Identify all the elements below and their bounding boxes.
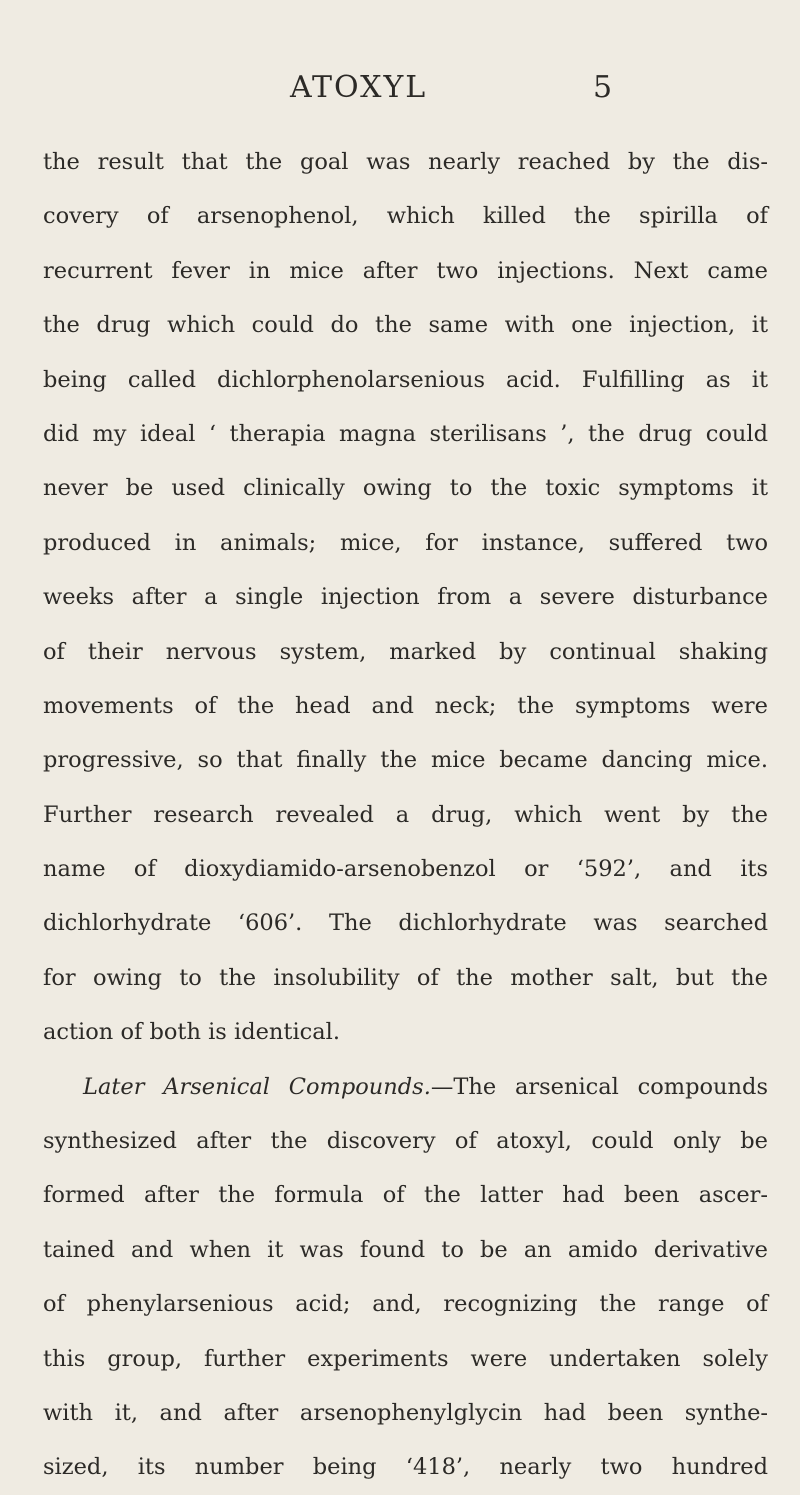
text-line: dichlorhydrate ‘606’. The dichlorhydrate was searched xyxy=(43,910,768,937)
text-line: weeks after a single injection from a severe disturbance xyxy=(43,584,768,611)
text-line: did my ideal ‘ therapia magna sterilisans ’, the drug could xyxy=(43,420,768,447)
text-line: of their nervous system, marked by continual shaking xyxy=(43,638,768,665)
text-line: name of dioxydiamido-arsenobenzol or ‘592’, and its xyxy=(43,856,768,883)
page-number: 5 xyxy=(593,70,613,105)
text-line: recurrent fever in mice after two injections. Next came xyxy=(43,257,768,284)
text-line: the result that the goal was nearly reached by the dis- xyxy=(43,149,768,175)
text-line: for owing to the insolubility of the mother salt, but the xyxy=(43,964,768,991)
text-line: Further research revealed a drug, which went by the xyxy=(43,801,768,828)
text-line: with it, and after arsenophenylglycin had been synthe- xyxy=(43,1399,768,1426)
text-line: being called dichlorphenolarsenious acid. Fulfilling as it xyxy=(43,366,768,393)
text-line: formed after the formula of the latter had been ascer- xyxy=(43,1182,768,1209)
text-line: tained and when it was found to be an amido derivative xyxy=(43,1236,768,1263)
running-head xyxy=(0,70,800,110)
text-line: covery of arsenophenol, which killed the spirilla of xyxy=(43,203,768,230)
text-line: never be used clinically owing to the toxic symptoms it xyxy=(43,475,768,502)
section-first-line xyxy=(43,1060,768,1114)
running-title: ATOXYL xyxy=(290,70,428,105)
text-line: synthesized after the discovery of atoxyl, could only be xyxy=(43,1128,768,1155)
text-line: the drug which could do the same with one injection, it xyxy=(43,312,768,339)
text-line: of phenylarsenious acid; and, recognizing the range of xyxy=(43,1291,768,1318)
text-line: progressive, so that finally the mice became dancing mice. xyxy=(43,747,768,774)
body-text xyxy=(43,135,768,1495)
paragraph-last-line: action of both is identical. xyxy=(43,1019,341,1046)
text-line: sized, its number being ‘418’, nearly two hundred xyxy=(43,1454,768,1481)
section-heading: Later Arsenical Compounds. xyxy=(83,1073,431,1100)
text-line: this group, further experiments were undertaken solely xyxy=(43,1345,768,1372)
section-first-line-text: —The arsenical compounds xyxy=(430,1073,768,1100)
text-line: movements of the head and neck; the symptoms were xyxy=(43,692,768,719)
text-line: produced in animals; mice, for instance, suffered two xyxy=(43,529,768,556)
